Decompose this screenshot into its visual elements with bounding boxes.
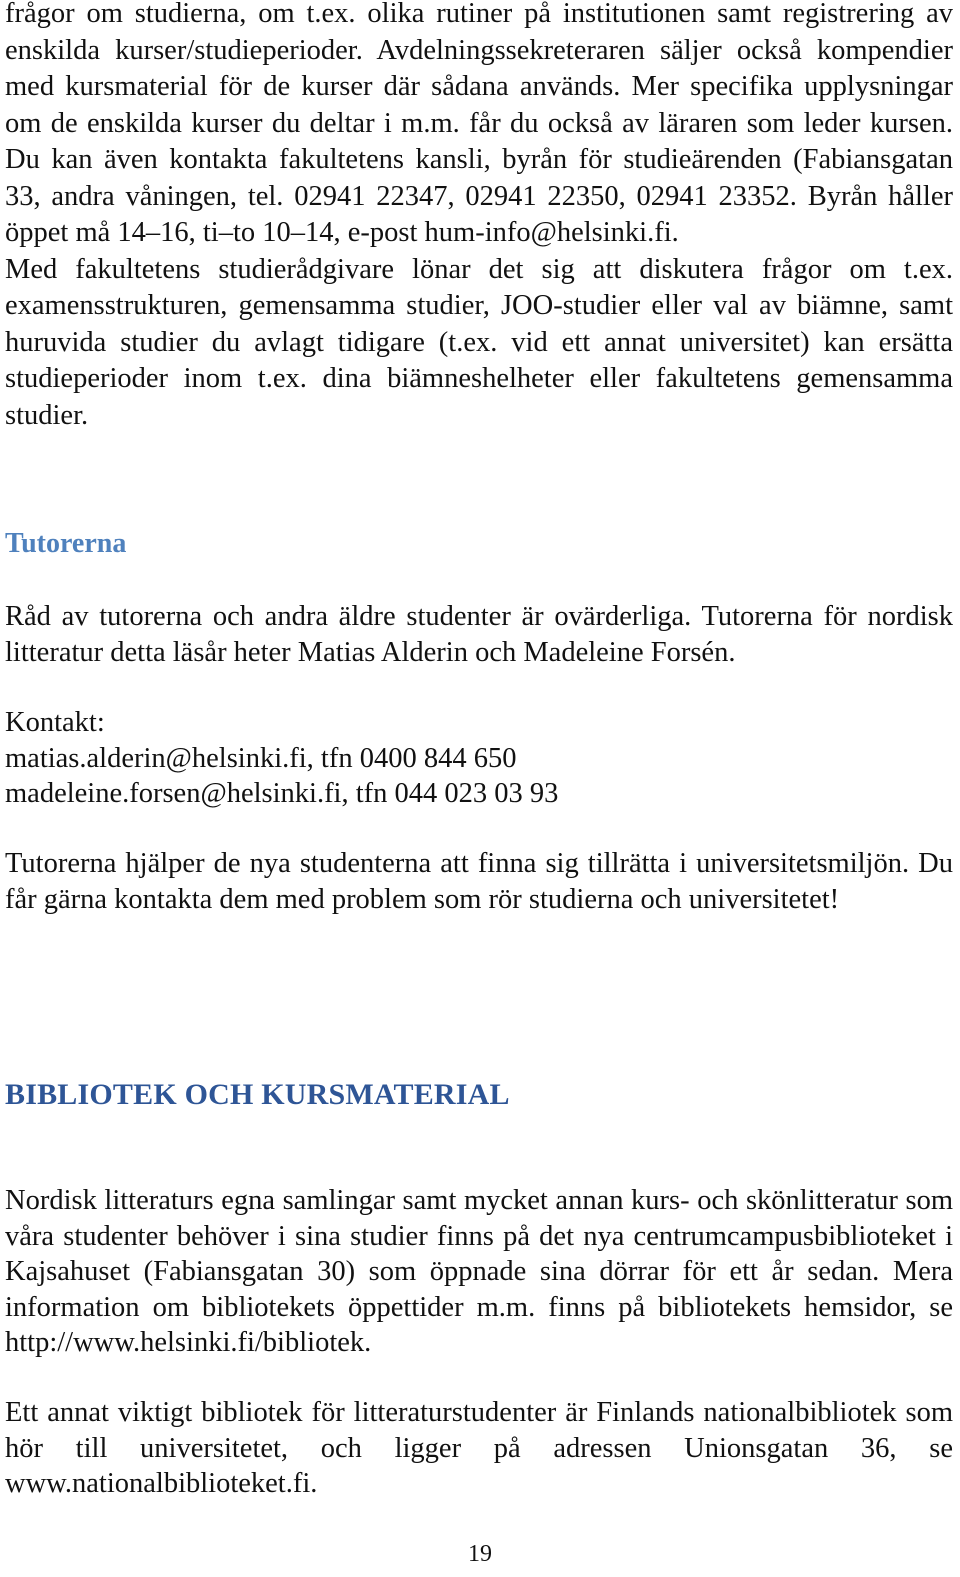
intro-paragraph-2: Med fakultetens studierådgivare lönar det sig att diskutera frågor om t.ex. examensstrukturen, gemensamma studier, JOO-studier eller val av biämne, samt huruvida studier du avlagt tidigare (t.ex. vid ett annat universitet) kan ersätta studieperioder inom t.ex. dina biämneshelheter eller fakultetens gemensamma studier. [5, 253, 953, 431]
contact-matias: matias.alderin@helsinki.fi, tfn 0400 844 650 [5, 742, 517, 774]
bibliotek-paragraph-2: Ett annat viktigt bibliotek för litteraturstudenter är Finlands nationalbibliotek som hör till universitetet, och ligger på adressen Unionsgatan 36, se www.nationalbiblioteket.fi. [5, 1397, 953, 1499]
tutorerna-paragraph-2: Tutorerna hjälper de nya studenterna att finna sig tillrätta i universitetsmiljön. Du får gärna kontakta dem med problem som rör studierna och universitetet! [5, 848, 953, 915]
bibliotek-heading: BIBLIOTEK OCH KURSMATERIAL [5, 1078, 510, 1111]
contact-label-text: Kontakt: [5, 707, 105, 738]
tutorerna-help [5, 846, 953, 917]
bibliotek-section-2 [5, 1395, 953, 1502]
page-number: 19 [468, 1541, 492, 1567]
contact-madeleine: madeleine.forsen@helsinki.fi, tfn 044 023 03 93 [5, 778, 559, 809]
intro-section [5, 0, 953, 434]
bibliotek-paragraph-1: Nordisk litteraturs egna samlingar samt mycket annan kurs- och skönlitteratur som våra studenter behöver i sina studier finns på det nya centrumcampusbiblioteket i Kajsahuset (Fabiansgatan 30) som öppnade sina dörrar för ett år sedan. Mera information om bibliotekets öppettider m.m. finns på bibliotekets hemsidor, se http://www.helsinki.fi/bibliotek. [5, 1185, 953, 1358]
tutorerna-heading: Tutorerna [5, 528, 127, 559]
tutorerna-contacts [5, 705, 953, 812]
intro-paragraph-1: frågor om studierna, om t.ex. olika rutiner på institutionen samt registrering av enskilda kurser/studieperioder. Avdelningssekreteraren säljer också kompendier med kursmaterial för de kurser där sådana används. Mer specifika upplysningar om de enskilda kurser du deltar i m.m. får du också av läraren som leder kursen. Du kan även kontakta fakultetens kansli, byrån för studieärenden (Fabiansgatan 33, andra våningen, tel. 02941 22347, 02941 22350, 02941 23352. Byrån håller öppet må 14–16, ti–to 10–14, e-post hum-info@helsinki.fi. [5, 0, 953, 248]
tutorerna-intro [5, 599, 953, 670]
tutorerna-paragraph-1: Råd av tutorerna och andra äldre studenter är ovärderliga. Tutorerna för nordisk litteratur detta läsår heter Matias Alderin och Madeleine Forsén. [5, 601, 953, 668]
contact-label [5, 705, 953, 812]
bibliotek-section [5, 1183, 953, 1361]
